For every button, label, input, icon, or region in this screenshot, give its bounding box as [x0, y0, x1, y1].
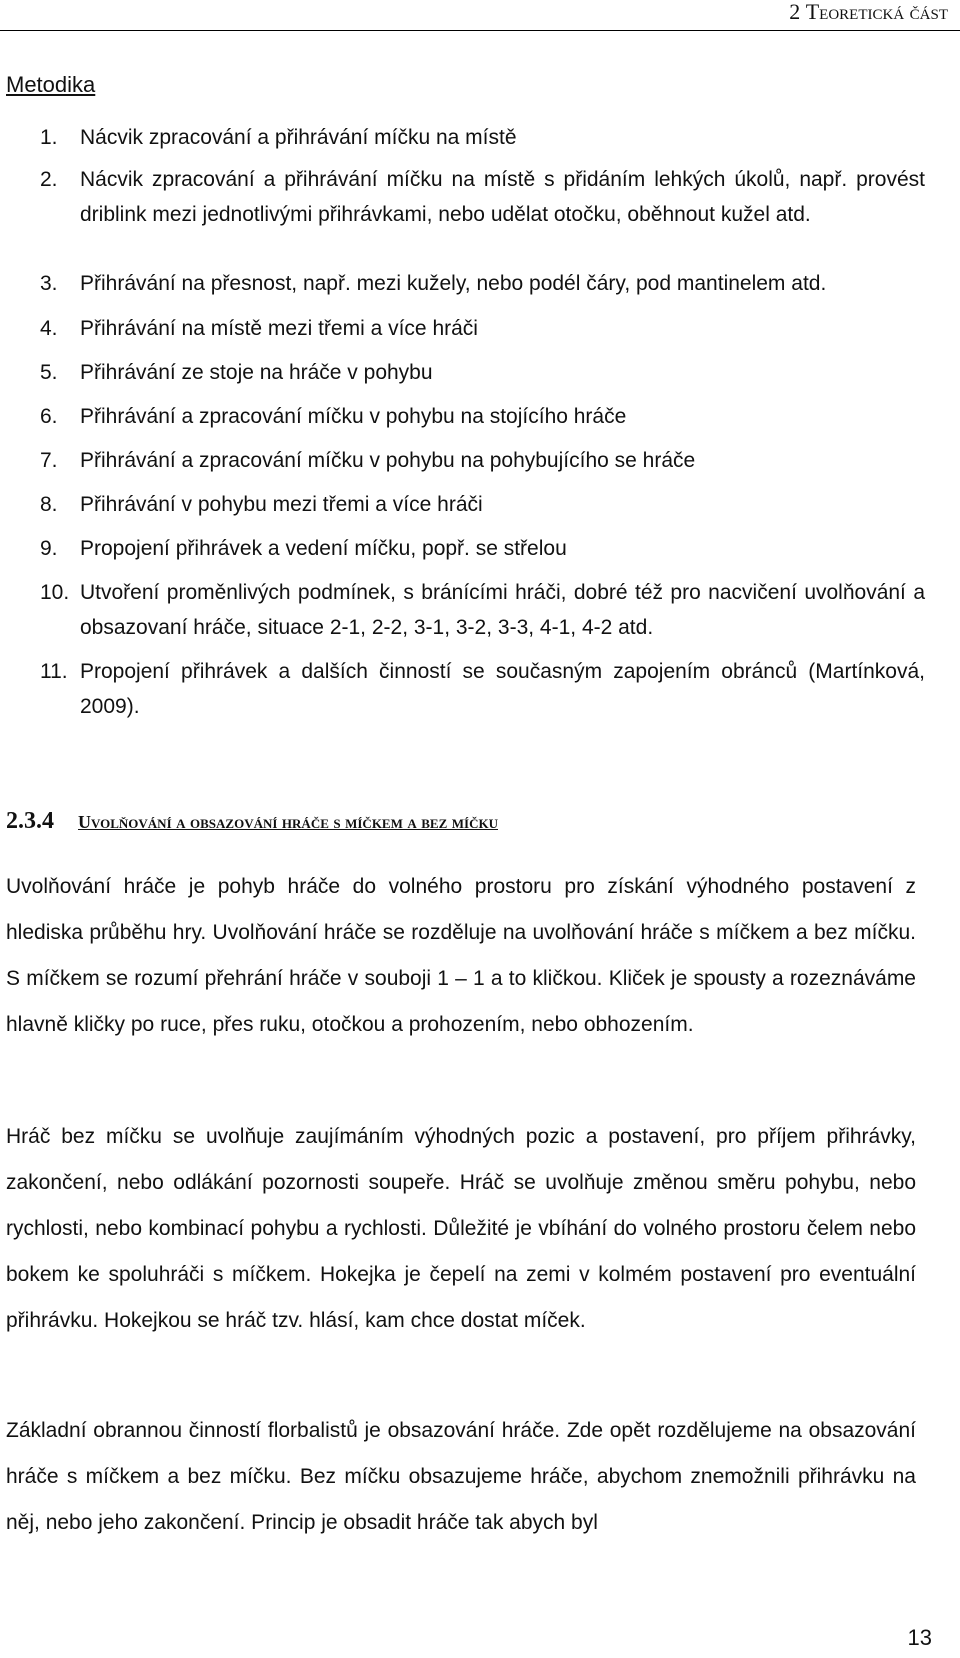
- metodika-list: [40, 575, 925, 645]
- list-item: [40, 443, 925, 478]
- list-item: [40, 399, 925, 434]
- metodika-list: [40, 654, 925, 724]
- list-item-number: 5.: [40, 361, 58, 384]
- list-item-text: Utvoření proměnlivých podmínek, s bránícími hráči, dobré též pro nacvičení uvolňování a obsazovaní hráče, situace 2-1, 2-2, 3-1, 3-2, 3-3, 4-1, 4-2 atd.: [80, 581, 925, 639]
- metodika-list: [40, 487, 925, 522]
- list-item-number: 10.: [40, 581, 70, 604]
- metodika-list: [40, 311, 925, 346]
- list-item: [40, 575, 925, 645]
- list-item-number: 4.: [40, 317, 58, 340]
- list-item-number: 2.: [40, 168, 58, 191]
- metodika-list: [40, 120, 925, 155]
- page-number: 13: [907, 1625, 932, 1650]
- list-item-number: 1.: [40, 126, 58, 149]
- list-item-text: Nácvik zpracování a přihrávání míčku na místě: [80, 126, 517, 149]
- list-item-text: Přihrávání a zpracování míčku v pohybu na stojícího hráče: [80, 405, 627, 428]
- list-item-number: 9.: [40, 537, 58, 560]
- paragraph: Hráč bez míčku se uvolňuje zaujímáním výhodných pozic a postavení, pro příjem přihrávky, zakončení, nebo odlákání pozornosti soupeře. Hráč se uvolňuje změnou směru pohybu, nebo rychlosti, nebo kombinací pohybu a rychlosti. Důležité je vbíhání do volného prostoru čelem nebo bokem ke spoluhráči s míčkem. Hokejka je čepelí na zemi v kolmém postavení pro eventuální přihrávku. Hokejkou se hráč tzv. hlásí, kam chce dostat míček.: [6, 1125, 916, 1332]
- list-item-text: Propojení přihrávek a dalších činností se současným zapojením obránců (Martínková, 2009).: [80, 660, 925, 718]
- list-item: [40, 654, 925, 724]
- metodika-list: [40, 443, 925, 478]
- list-item-number: 7.: [40, 449, 58, 472]
- metodika-list: [40, 355, 925, 390]
- list-item: [40, 162, 925, 232]
- list-item: [40, 531, 925, 566]
- section-title: Uvolňování a obsazování hráče s míčkem a bez míčku: [78, 812, 498, 832]
- header-chapter-number: 2: [789, 0, 806, 24]
- metodika-list: [40, 531, 925, 566]
- section-heading: [6, 808, 498, 835]
- running-header: [789, 0, 948, 24]
- section-number: 2.3.4: [6, 808, 54, 834]
- list-item-text: Přihrávání na přesnost, např. mezi kužely, nebo podél čáry, pod mantinelem atd.: [80, 272, 827, 295]
- paragraph: Uvolňování hráče je pohyb hráče do volného prostoru pro získání výhodného postavení z hlediska průběhu hry. Uvolňování hráče se rozděluje na uvolňování hráče s míčkem a bez míčku. S míčkem se rozumí přehrání hráče v souboji 1 – 1 a to kličkou. Kliček je spousty a rozeznáváme hlavně kličky po ruce, přes ruku, otočkou a prohozením, nebo obhozením.: [6, 875, 916, 1036]
- list-item-number: 3.: [40, 272, 58, 295]
- list-item-text: Přihrávání a zpracování míčku v pohybu na pohybujícího se hráče: [80, 449, 696, 472]
- list-item: [40, 120, 925, 155]
- list-item-number: 11.: [40, 660, 68, 683]
- list-item: [40, 266, 925, 301]
- list-item: [40, 487, 925, 522]
- list-item-text: Přihrávání v pohybu mezi třemi a více hráči: [80, 493, 483, 516]
- list-item: [40, 311, 925, 346]
- metodika-list: [40, 399, 925, 434]
- list-item-number: 8.: [40, 493, 58, 516]
- list-item-number: 6.: [40, 405, 58, 428]
- header-rule: [0, 30, 960, 31]
- metodika-heading: Metodika: [6, 72, 96, 97]
- paragraph: Základní obrannou činností florbalistů je obsazování hráče. Zde opět rozdělujeme na obsazování hráče s míčkem a bez míčku. Bez míčku obsazujeme hráče, abychom znemožnili přihrávku na něj, nebo jeho zakončení. Princip je obsadit hráče tak abych byl: [6, 1419, 916, 1534]
- header-chapter-title: Teoretická část: [805, 0, 948, 24]
- list-item-text: Propojení přihrávek a vedení míčku, popř. se střelou: [80, 537, 567, 560]
- list-item: [40, 355, 925, 390]
- list-item-text: Nácvik zpracování a přihrávání míčku na místě s přidáním lehkých úkolů, např. provést driblink mezi jednotlivými přihrávkami, nebo udělat otočku, oběhnout kužel atd.: [80, 168, 925, 226]
- list-item-text: Přihrávání ze stoje na hráče v pohybu: [80, 361, 433, 384]
- metodika-list: [40, 162, 925, 232]
- metodika-list: [40, 266, 925, 301]
- list-item-text: Přihrávání na místě mezi třemi a více hráči: [80, 317, 478, 340]
